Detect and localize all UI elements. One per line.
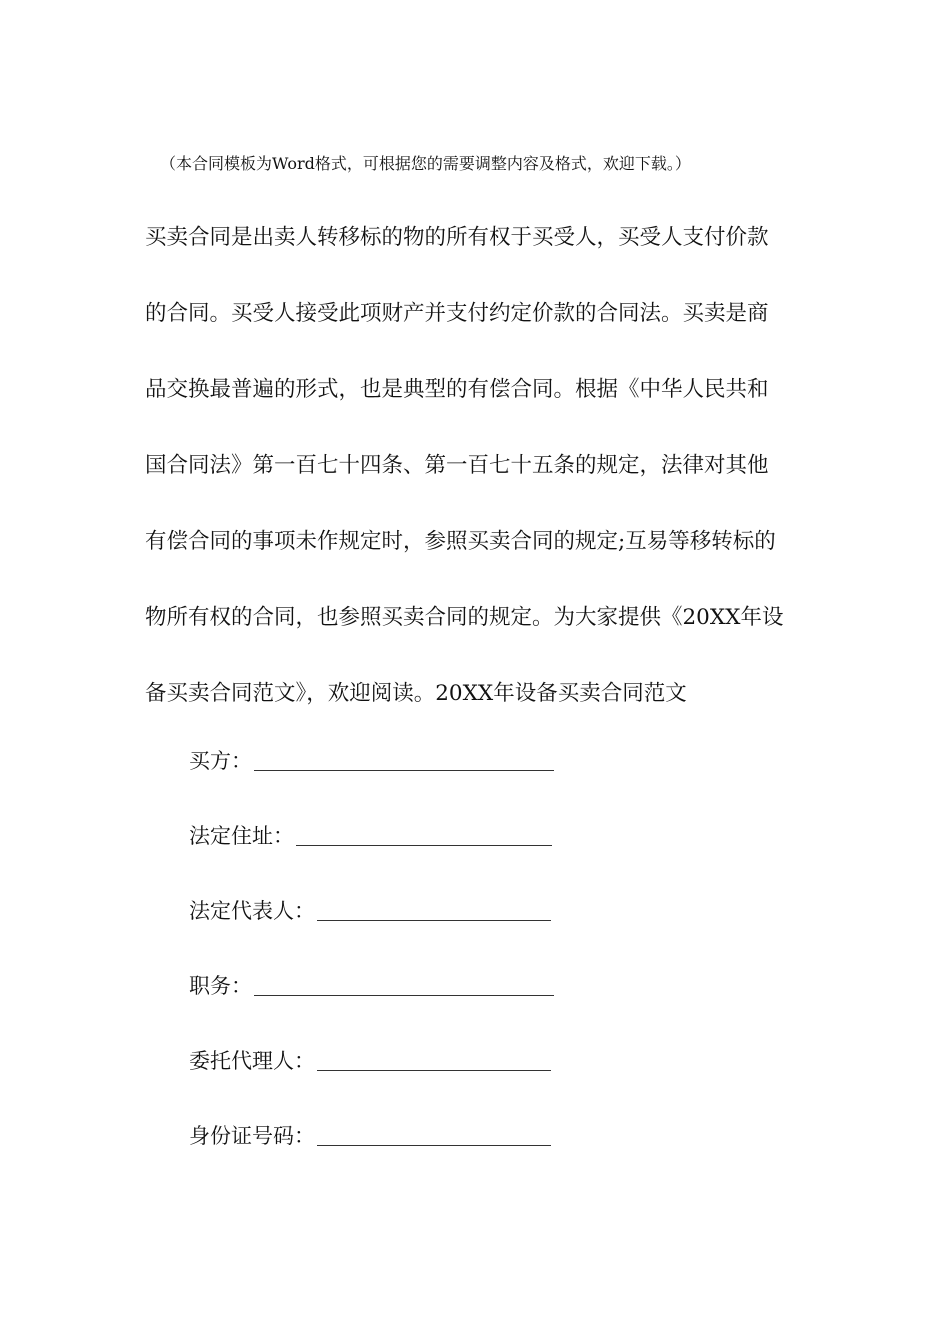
party-fields [189,744,589,1194]
blank-line[interactable] [317,894,551,921]
field-label: 身份证号码： [189,1124,315,1148]
field-agent [189,1044,589,1119]
field-label: 法定住址： [189,824,294,848]
intro-line: 有偿合同的事项未作规定时，参照买卖合同的规定;互易等移转标的 [145,529,776,554]
field-label: 委托代理人： [189,1049,315,1073]
field-legal-address [189,819,589,894]
blank-line[interactable] [317,1044,551,1071]
field-label: 法定代表人： [189,899,315,923]
field-position [189,969,589,1044]
blank-line[interactable] [317,1119,551,1146]
intro-line: 品交换最普遍的形式，也是典型的有偿合同。根据《中华人民共和 [145,377,769,402]
intro-line: 备买卖合同范文》，欢迎阅读。20XX年设备买卖合同范文 [145,681,687,706]
intro-line: 的合同。买受人接受此项财产并支付约定价款的合同法。买卖是商 [145,301,769,326]
blank-line[interactable] [254,744,554,771]
blank-line[interactable] [254,969,554,996]
field-legal-representative [189,894,589,969]
intro-line: 国合同法》第一百七十四条、第一百七十五条的规定，法律对其他 [145,453,769,478]
intro-line: 物所有权的合同，也参照买卖合同的规定。为大家提供《20XX年设 [145,605,784,630]
field-id-number [189,1119,589,1194]
template-note: （本合同模板为Word格式，可根据您的需要调整内容及格式，欢迎下载。） [160,154,691,173]
intro-line: 买卖合同是出卖人转移标的物的所有权于买受人，买受人支付价款 [145,225,769,250]
field-label: 职务： [189,974,252,998]
intro-paragraph [145,218,810,750]
field-label: 买方： [189,749,252,773]
field-buyer [189,744,589,819]
blank-line[interactable] [296,819,552,846]
